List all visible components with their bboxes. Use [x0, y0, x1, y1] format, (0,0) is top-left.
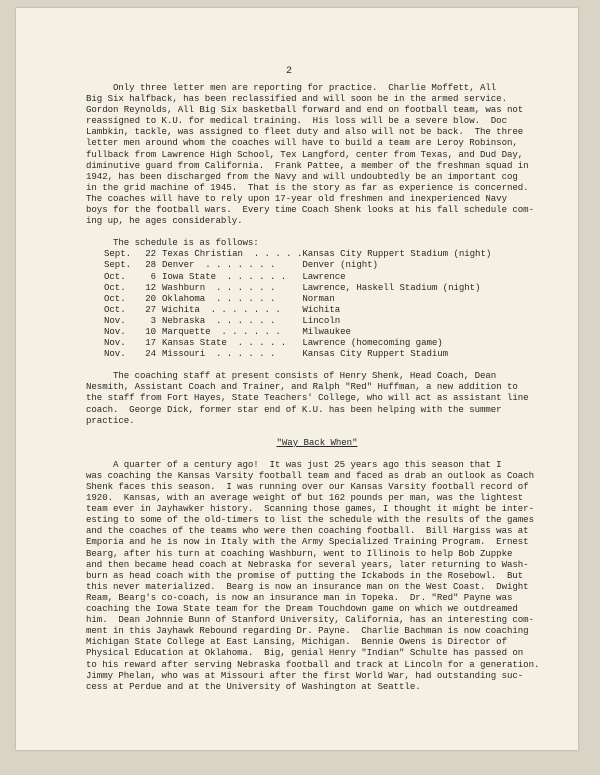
- game-location: Lawrence: [302, 270, 346, 282]
- game-opponent: [162, 248, 302, 259]
- schedule-row: [104, 271, 491, 282]
- text-line: Michigan State College at East Lansing, Michigan. Bennie Owens is Director of: [86, 636, 507, 648]
- game-month: Oct.: [104, 303, 126, 315]
- game-location: Norman: [302, 292, 335, 304]
- game-location: Kansas City Ruppert Stadium: [302, 348, 449, 360]
- schedule-row: [104, 248, 491, 259]
- text-line: and then became head coach at Nebraska for several years, later returning to Wash-: [86, 558, 529, 570]
- text-line: 1920. Kansas, with an average weight of but 162 pounds per man, was the lightest: [86, 492, 524, 504]
- game-month: Oct.: [104, 270, 126, 282]
- text-line: Jimmy Phelan, who was at Missouri after the first World War, had outstanding suc-: [86, 669, 524, 681]
- game-day: 12: [145, 281, 156, 293]
- text-line: burn as head coach with the promise of putting the Ickabods in the Rosebowl. But: [86, 569, 524, 581]
- schedule-row: [104, 293, 491, 304]
- paragraph-way-back-when: [86, 459, 548, 692]
- text-line: Only three letter men are reporting for practice. Charlie Moffett, All: [86, 82, 497, 93]
- text-line: this never materialized. Bearg is now an insurance man on the West Coast. Dwight: [86, 580, 529, 592]
- game-month: Nov.: [104, 314, 126, 326]
- text-line: reassigned to K.U. for medical training. His loss will be a severe blow. Doc: [86, 115, 507, 127]
- leader-dots: . . . . . .: [215, 281, 276, 293]
- text-line: practice.: [86, 414, 135, 426]
- text-line: cess at Perdue and at the University of Washington at Seattle.: [86, 680, 421, 692]
- game-day: 24: [145, 348, 156, 360]
- game-opponent: [162, 282, 302, 293]
- paragraph-letter-men: [86, 82, 548, 226]
- game-month: Sept.: [104, 248, 131, 260]
- text-line: the staff from Fort Hayes, State Teachers' College, who will act as assistant line: [86, 392, 529, 404]
- game-month: Oct.: [104, 281, 126, 293]
- game-day: 27: [145, 303, 156, 315]
- schedule-row: [104, 315, 491, 326]
- document-body: [86, 64, 548, 692]
- opponent-name: Marquette: [162, 325, 211, 337]
- schedule-row: [104, 304, 491, 315]
- game-location: Lawrence, Haskell Stadium (night): [302, 281, 481, 293]
- text-line: Gordon Reynolds, All Big Six basketball forward and end on football team, was not: [86, 104, 524, 116]
- game-day: 3: [150, 314, 156, 326]
- game-opponent: [162, 326, 302, 337]
- text-line: in the grid machine of 1945. That is the story as far as experience is concerned.: [86, 181, 529, 193]
- leader-dots: . . . . . .: [215, 314, 276, 326]
- paragraph-coaching-staff: [86, 370, 548, 425]
- text-line: boys for the football wars. Every time Coach Shenk looks at his fall schedule com-: [86, 204, 534, 216]
- schedule-table: [104, 248, 491, 359]
- section-heading: "Way Back When": [276, 436, 358, 448]
- game-day: 22: [145, 248, 156, 260]
- leader-dots: . . . . . .: [215, 292, 276, 304]
- text-line: Nesmith, Assistant Coach and Trainer, and Ralph "Red" Huffman, a new addition to: [86, 381, 518, 393]
- game-month: Nov.: [104, 348, 126, 360]
- schedule-row: [104, 348, 491, 359]
- opponent-name: Nebraska: [162, 314, 206, 326]
- opponent-name: Missouri: [162, 348, 206, 360]
- opponent-name: Texas Christian: [162, 248, 243, 260]
- game-opponent: [162, 271, 302, 282]
- leader-dots: . . . . .: [237, 337, 287, 349]
- text-line: him. Dean Johnnie Bunn of Stanford University, California, has an interesting com-: [86, 614, 534, 626]
- game-opponent: [162, 348, 302, 359]
- text-line: Lambkin, tackle, was assigned to fleet duty and also will not be back. The three: [86, 126, 524, 138]
- schedule-row: [104, 337, 491, 348]
- opponent-name: Wichita: [162, 303, 200, 315]
- opponent-name: Denver: [162, 259, 195, 271]
- text-line: diminutive guard from California. Frank Pattee, a member of the freshman squad in: [86, 159, 529, 171]
- game-day: 10: [145, 325, 156, 337]
- text-line: esting to some of the old-timers to list the schedule with the results of the games: [86, 514, 534, 526]
- schedule-row: [104, 259, 491, 270]
- leader-dots: . . . . . .: [226, 270, 287, 282]
- opponent-name: Oklahoma: [162, 292, 206, 304]
- page-number: 2: [286, 66, 293, 77]
- game-location: Wichita: [302, 303, 341, 315]
- game-month: Nov.: [104, 325, 126, 337]
- leader-dots: . . . . . . .: [210, 303, 281, 315]
- game-opponent: [162, 315, 302, 326]
- game-month: Sept.: [104, 259, 131, 271]
- leader-dots: . . . . .: [253, 248, 303, 260]
- game-location: Lawrence (homecoming game): [302, 337, 443, 349]
- text-line: team ever in Jayhawker history. Scanning those games, I thought it might be inter-: [86, 503, 534, 515]
- game-day: 17: [145, 337, 156, 349]
- text-line: fullback from Lawrence High School, Tex Langford, center from Texas, and Dud Day,: [86, 148, 524, 160]
- text-line: ment in this Jayhawk Rebound regarding Dr. Payne. Charlie Bachman is now coaching: [86, 625, 529, 637]
- leader-dots: . . . . . . .: [205, 259, 276, 271]
- game-month: Nov.: [104, 337, 126, 349]
- text-line: Ream, Bearg's co-coach, is now an insurance man in Topeka. Dr. "Red" Payne was: [86, 591, 513, 603]
- text-line: ing up, he ages considerably.: [86, 215, 243, 227]
- text-line: and the coaches of the teams who were then coaching football. Bill Hargiss was at: [86, 525, 529, 537]
- game-location: Lincoln: [302, 314, 341, 326]
- game-day: 6: [150, 270, 156, 282]
- text-line: Bearg, after his turn at coaching Washburn, went to Illinois to help Bob Zuppke: [86, 547, 513, 559]
- text-line: was coaching the Kansas Varsity football team and faced as drab an outlook as Coach: [86, 469, 534, 481]
- text-line: The coaches will have to rely upon 17-year old freshmen and inexperienced Navy: [86, 192, 507, 204]
- text-line: coach. George Dick, former star end of K.U. has been helping with the summer: [86, 403, 502, 415]
- text-line: letter men around whom the coaches will have to build a team are Leroy Robinson,: [86, 137, 518, 149]
- document-page: [16, 8, 578, 750]
- text-line: 1942, has been discharged from the Navy and will undoubtedly be an important cog: [86, 170, 518, 182]
- leader-dots: . . . . . .: [215, 348, 276, 360]
- text-line: Emporia and he is now in Italy with the Army Specialized Training Program. Ernest: [86, 536, 529, 548]
- text-line: The coaching staff at present consists of Henry Shenk, Head Coach, Dean: [86, 370, 497, 382]
- text-line: to his reward after serving Nebraska football and track at Lincoln for a generation.: [86, 658, 540, 670]
- game-location: Milwaukee: [302, 325, 351, 337]
- text-line: A quarter of a century ago! It was just 25 years ago this season that I: [86, 458, 502, 470]
- game-location: Kansas City Ruppert Stadium (night): [302, 248, 492, 260]
- text-line: Physical Education at Oklahoma. Big, genial Henry "Indian" Schulte has passed on: [86, 647, 524, 659]
- schedule-row: [104, 326, 491, 337]
- schedule-intro: The schedule is as follows:: [86, 237, 259, 249]
- game-opponent: [162, 337, 302, 348]
- opponent-name: Washburn: [162, 281, 206, 293]
- text-line: coaching the Iowa State team for the Dream Touchdown game on which we outdreamed: [86, 603, 518, 615]
- game-day: 20: [145, 292, 156, 304]
- text-line: Big Six halfback, has been reclassified and will soon be in the armed service.: [86, 93, 507, 105]
- leader-dots: . . . . . .: [221, 325, 281, 337]
- schedule-row: [104, 282, 491, 293]
- text-line: Shenk faces this season. I was running over our Kansas Varsity football record of: [86, 481, 529, 492]
- game-opponent: [162, 259, 302, 270]
- opponent-name: Kansas State: [162, 337, 227, 349]
- opponent-name: Iowa State: [162, 270, 216, 282]
- game-day: 28: [145, 259, 156, 271]
- game-opponent: [162, 304, 302, 315]
- game-opponent: [162, 293, 302, 304]
- game-month: Oct.: [104, 292, 126, 304]
- game-location: Denver (night): [302, 259, 378, 271]
